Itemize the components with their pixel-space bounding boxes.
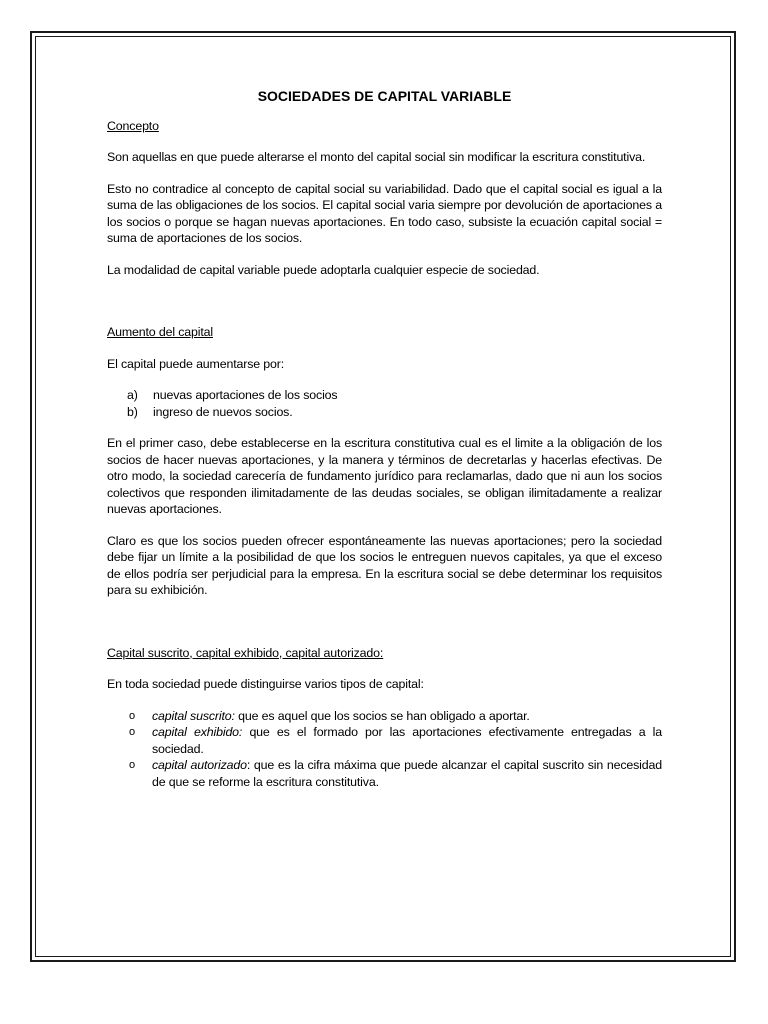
list-item-text [152,724,662,757]
list-item [107,708,662,725]
concepto-paragraph-2: Esto no contradice al concepto de capital social su variabilidad. Dado que el capital social es igual a la suma de las obligaciones de los socios. El capital social varia siempre por devolución de aportaciones a los socios o porque se hagan nuevas aportaciones. En todo caso, subsiste la ecuación capital social = suma de aportaciones de los socios. [107,181,662,245]
definition: que es el formado por las aportaciones efectivamente entregadas a la sociedad. [152,725,663,756]
list-marker: b) [127,404,138,419]
heading-capital: Capital suscrito, capital exhibido, capital autorizado: [107,645,384,660]
term: capital exhibido: [152,725,243,739]
document-title: SOCIEDADES DE CAPITAL VARIABLE [257,88,512,104]
term: capital autorizado [152,758,247,772]
aumento-paragraph-1: En el primer caso, debe establecerse en la escritura constitutiva cual es el limite a la obligación de los socios de hacer nuevas aportaciones, y la manera y términos de decretarlas y hacerlas efectivas. De otro modo, la sociedad carecería de fundamento jurídico para reclamarlas, dado que ni aun los socios colectivos que responden ilimitadamente de las deudas sociales, se obligan ilimitadamente a realizar nuevas aportaciones. [107,436,662,516]
aumento-paragraph-2: Claro es que los socios pueden ofrecer espontáneamente las nuevas aportaciones; pero la sociedad debe fijar un límite a la posibilidad de que los socios le entreguen nuevos capitales, ya que el exceso de ellos podría ser perjudicial para la empresa. En la escritura social se debe determinar los requisitos para su exhibición. [107,533,662,597]
aumento-list [107,387,662,420]
section-spacer [107,614,662,645]
definition: que es aquel que los socios se han obligado a aportar. [234,708,530,723]
circle-bullet-icon: o [129,709,135,722]
capital-intro: En toda sociedad puede distinguirse varios tipos de capital: [107,677,424,691]
heading-concepto: Concepto [107,118,159,133]
list-item-text [152,708,662,725]
definition: : que es la cifra máxima que puede alcanzar el capital suscrito sin necesidad de que se reforme la escritura constitutiva. [152,758,662,789]
term: capital suscrito: [152,708,235,723]
heading-aumento: Aumento del capital [107,325,213,339]
concepto-paragraph-3: La modalidad de capital variable puede adoptarla cualquier especie de sociedad. [107,262,540,277]
capital-list [107,708,662,791]
list-item [107,757,662,790]
document-body [107,88,662,805]
aumento-intro: El capital puede aumentarse por: [107,356,285,371]
circle-bullet-icon: o [129,726,135,738]
list-marker: a) [127,388,138,402]
list-item [107,724,662,757]
concepto-paragraph-1: Son aquellas en que puede alterarse el monto del capital social sin modificar la escritura constitutiva. [107,150,646,164]
list-item [107,387,662,404]
list-item [107,404,662,421]
list-item-text [152,757,662,790]
list-item-text: ingreso de nuevos socios. [153,404,293,419]
section-spacer [107,293,662,324]
list-item-text: nuevas aportaciones de los socios [153,388,338,402]
circle-bullet-icon: o [129,759,135,771]
